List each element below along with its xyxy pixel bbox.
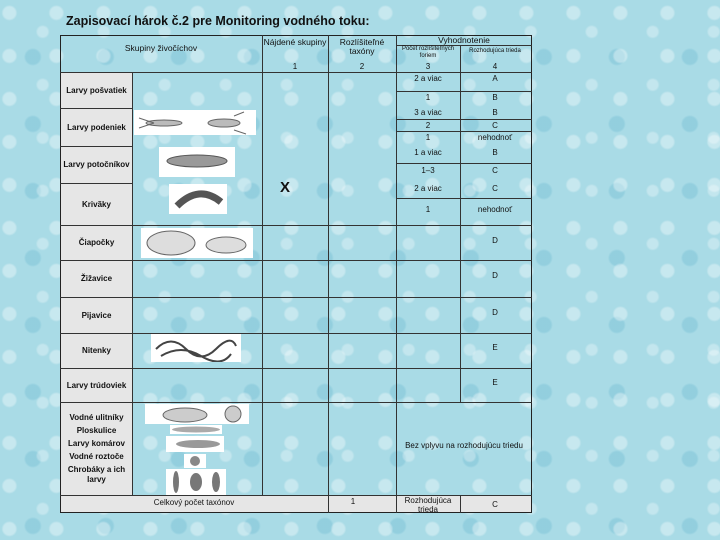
- amphipod-illustration: [169, 184, 227, 214]
- forms-cell: 1–3: [421, 166, 435, 175]
- row-label: Čiapočky: [61, 226, 132, 260]
- row-label: Larvy pošvatiek: [61, 73, 132, 108]
- class-cell: B: [492, 108, 498, 117]
- class-cell: nehodnoť: [477, 205, 513, 214]
- forms-cell: 2 a viac: [414, 74, 442, 83]
- group-label: Vodné roztoče: [69, 452, 124, 461]
- forms-cell: 1: [425, 205, 431, 214]
- col-number: 2: [359, 62, 365, 71]
- worms-illustration: [151, 334, 241, 362]
- mosquito-larva-illustration: [166, 436, 224, 452]
- class-cell: C: [492, 184, 498, 193]
- class-label: Rozhodujúca trieda: [404, 496, 452, 514]
- total-value: 1: [350, 497, 356, 506]
- class-cell: B: [492, 93, 498, 102]
- row-label: Pijavice: [61, 298, 132, 333]
- row-label-group: [61, 403, 132, 495]
- row-label: Nitenky: [61, 334, 132, 368]
- class-cell: nehodnoť: [477, 133, 513, 142]
- class-value: C: [492, 500, 498, 509]
- row-label: Larvy potočníkov: [61, 147, 132, 183]
- header-found: Nájdené skupiny: [263, 37, 327, 47]
- snail-illustration: [145, 404, 249, 424]
- header-evaluation: Vyhodnotenie: [438, 35, 490, 45]
- header-forms: Počet rozlíšiteľných foriem: [401, 46, 455, 59]
- group-label: Ploskulice: [76, 426, 117, 435]
- row-label: Žižavice: [61, 261, 132, 297]
- class-cell: D: [492, 271, 498, 280]
- col-number: 1: [292, 62, 298, 71]
- class-cell: E: [492, 378, 498, 387]
- group-label: Larvy komárov: [68, 439, 125, 448]
- header-taxa: Rozlíšiteľné taxóny: [339, 37, 385, 56]
- class-cell: C: [492, 121, 498, 130]
- forms-cell: 1: [425, 133, 431, 142]
- no-effect-note: Bez vplyvu na rozhodujúcu triedu: [405, 441, 523, 450]
- class-cell: E: [492, 343, 498, 352]
- col-number: 4: [492, 62, 498, 71]
- class-cell: C: [492, 166, 498, 175]
- mussel-illustration: [141, 228, 253, 258]
- group-label: Chrobáky a ich larvy: [67, 465, 126, 484]
- forms-cell: 2: [425, 121, 431, 130]
- class-cell: D: [492, 236, 498, 245]
- forms-cell: 1: [425, 93, 431, 102]
- row-label: Larvy trúdoviek: [61, 369, 132, 402]
- beetle-illustration: [166, 469, 226, 495]
- forms-cell: 2 a viac: [414, 184, 442, 193]
- row-label: Krivãky: [61, 184, 132, 225]
- class-cell: D: [492, 308, 498, 317]
- header-class: Rozhodujúca trieda: [469, 48, 521, 54]
- forms-cell: 1 a viac: [414, 148, 442, 157]
- col-number: 3: [425, 62, 431, 71]
- found-mark: X: [279, 179, 290, 196]
- water-mite-illustration: [184, 454, 206, 468]
- mayfly-larvae-illustration: [134, 110, 256, 135]
- forms-cell: 3 a viac: [414, 108, 442, 117]
- class-cell: A: [492, 74, 498, 83]
- header-groups: Skupiny živočíchov: [124, 43, 198, 53]
- row-label: Larvy podeniek: [61, 109, 132, 146]
- flatworm-illustration: [170, 425, 222, 434]
- caddisfly-larva-illustration: [159, 147, 235, 177]
- class-cell: B: [492, 148, 498, 157]
- total-label: Celkový počet taxónov: [153, 498, 235, 507]
- sheet-title: Zapisovací hárok č.2 pre Monitoring vodného toku:: [66, 14, 370, 28]
- group-label: Vodné ulitníky: [69, 413, 124, 422]
